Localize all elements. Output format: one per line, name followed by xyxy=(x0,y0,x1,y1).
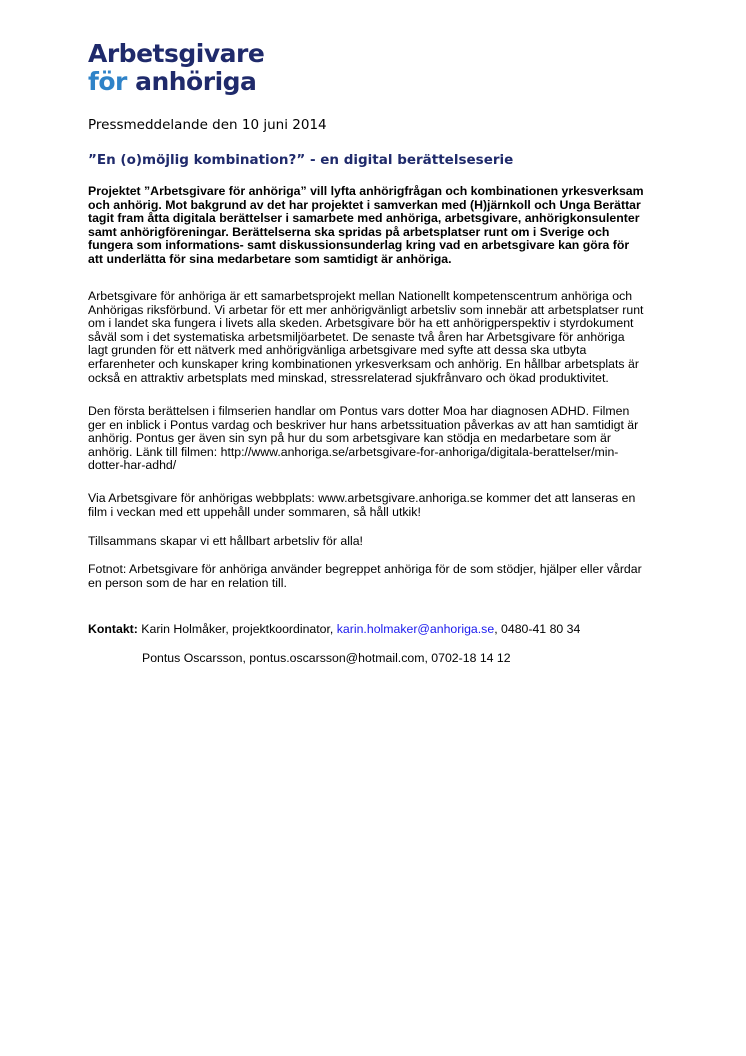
paragraph-line: erfarenheter och kunskaper kring kombinationen yrkesverksam och anhörig. En hållbar arbetsplats är xyxy=(88,356,639,371)
paragraph-line: en person som de har en relation till. xyxy=(88,575,287,590)
contact-line-primary xyxy=(88,622,580,636)
paragraph-line: anhörig. Länk till filmen: http://www.anhoriga.se/arbetsgivare-for-anhoriga/digitala-berattelser/min- xyxy=(88,444,619,459)
paragraph-website xyxy=(88,492,658,519)
lead-paragraph xyxy=(88,185,658,267)
lead-line: Projektet ”Arbetsgivare för anhöriga” vill lyfta anhörigfrågan och kombinationen yrkesverksam xyxy=(88,184,644,198)
press-release-date: Pressmeddelande den 10 juni 2014 xyxy=(88,117,327,133)
contact-line-secondary: Pontus Oscarsson, pontus.oscarsson@hotmail.com, 0702-18 14 12 xyxy=(142,651,511,665)
contact-person-1: Karin Holmåker, projektkoordinator, xyxy=(137,622,337,636)
logo-line-2 xyxy=(88,68,264,96)
contact-label: Kontakt: xyxy=(88,622,138,636)
paragraph-footnote xyxy=(88,563,658,590)
paragraph-line: Den första berättelsen i filmserien handlar om Pontus vars dotter Moa har diagnosen ADHD. Filmen xyxy=(88,404,630,418)
paragraph-line: också en attraktiv arbetsplats med minskad, stressrelaterad sjukfrånvaro och ökad produktivitet. xyxy=(88,370,609,385)
paragraph-line: Arbetsgivare för anhöriga är ett samarbetsprojekt mellan Nationellt kompetenscentrum anhöriga och xyxy=(88,289,633,303)
paragraph-line: såväl som i det systematiska arbetsmiljöarbetet. De senaste två åren har Arbetsgivare för anhöriga xyxy=(88,329,625,344)
paragraph-line: anhörig. Pontus ger även sin syn på hur du som arbetsgivare kan stödja en medarbetare som är xyxy=(88,431,611,446)
logo xyxy=(88,40,264,96)
logo-line-1: Arbetsgivare xyxy=(88,39,265,68)
paragraph-line: Anhörigas riksförbund. Vi arbetar för ett mer anhörigvänligt arbetsliv som innebär att arbetsplatser runt xyxy=(88,302,644,317)
lead-line: samt anhörigföreningar. Berättelserna ska spridas på arbetsplatser runt om i Sverige och xyxy=(88,224,610,239)
paragraph-slogan xyxy=(88,535,658,549)
lead-line: att underlätta för sina medarbetare som samtidigt är anhöriga. xyxy=(88,251,452,266)
lead-line: tagit fram åtta digitala berättelser i samarbete med anhöriga, arbetsgivare, anhörigkonsulenter xyxy=(88,211,640,226)
logo-line-2-rest: anhöriga xyxy=(126,67,257,96)
paragraph-line: dotter-har-adhd/ xyxy=(88,458,177,473)
contact-email-link[interactable]: karin.holmaker@anhoriga.se xyxy=(336,622,495,636)
paragraph-line: Fotnot: Arbetsgivare för anhöriga använder begreppet anhöriga för de som stödjer, hjälper eller vårdar xyxy=(88,562,642,576)
paragraph-line: lagt grunden för ett nätverk med anhörigvänliga arbetsgivare med syfte att dessa ska utbyta xyxy=(88,343,587,358)
paragraph-line: Via Arbetsgivare för anhörigas webbplats: www.arbetsgivare.anhoriga.se kommer det att lanseras en xyxy=(88,491,636,505)
headline: ”En (o)möjlig kombination?” - en digital berättelseserie xyxy=(88,152,514,168)
paragraph-line: film i veckan med ett uppehåll under sommaren, så håll utkik! xyxy=(88,504,421,519)
lead-line: och anhörig. Mot bakgrund av det har projektet i samverkan med (H)järnkoll och Unga Berättar xyxy=(88,197,641,212)
paragraph-line: ger en inblick i Pontus vardag och beskriver hur hans arbetssituation påverkas av att han samtidigt är xyxy=(88,417,639,432)
logo-accent-word: för xyxy=(88,67,127,96)
paragraph-film xyxy=(88,405,658,473)
paragraph-line: om i landet ska fungera i livets alla skeden. Arbetsgivare bör ha ett anhörigperspektiv i styrdokument xyxy=(88,316,634,331)
paragraph-project xyxy=(88,290,658,385)
paragraph-line: Tillsammans skapar vi ett hållbart arbetsliv för alla! xyxy=(88,534,363,548)
contact-phone-1: , 0480-41 80 34 xyxy=(494,622,581,636)
lead-line: fungera som informations- samt diskussionsunderlag kring vad en arbetsgivare kan göra för xyxy=(88,238,630,253)
